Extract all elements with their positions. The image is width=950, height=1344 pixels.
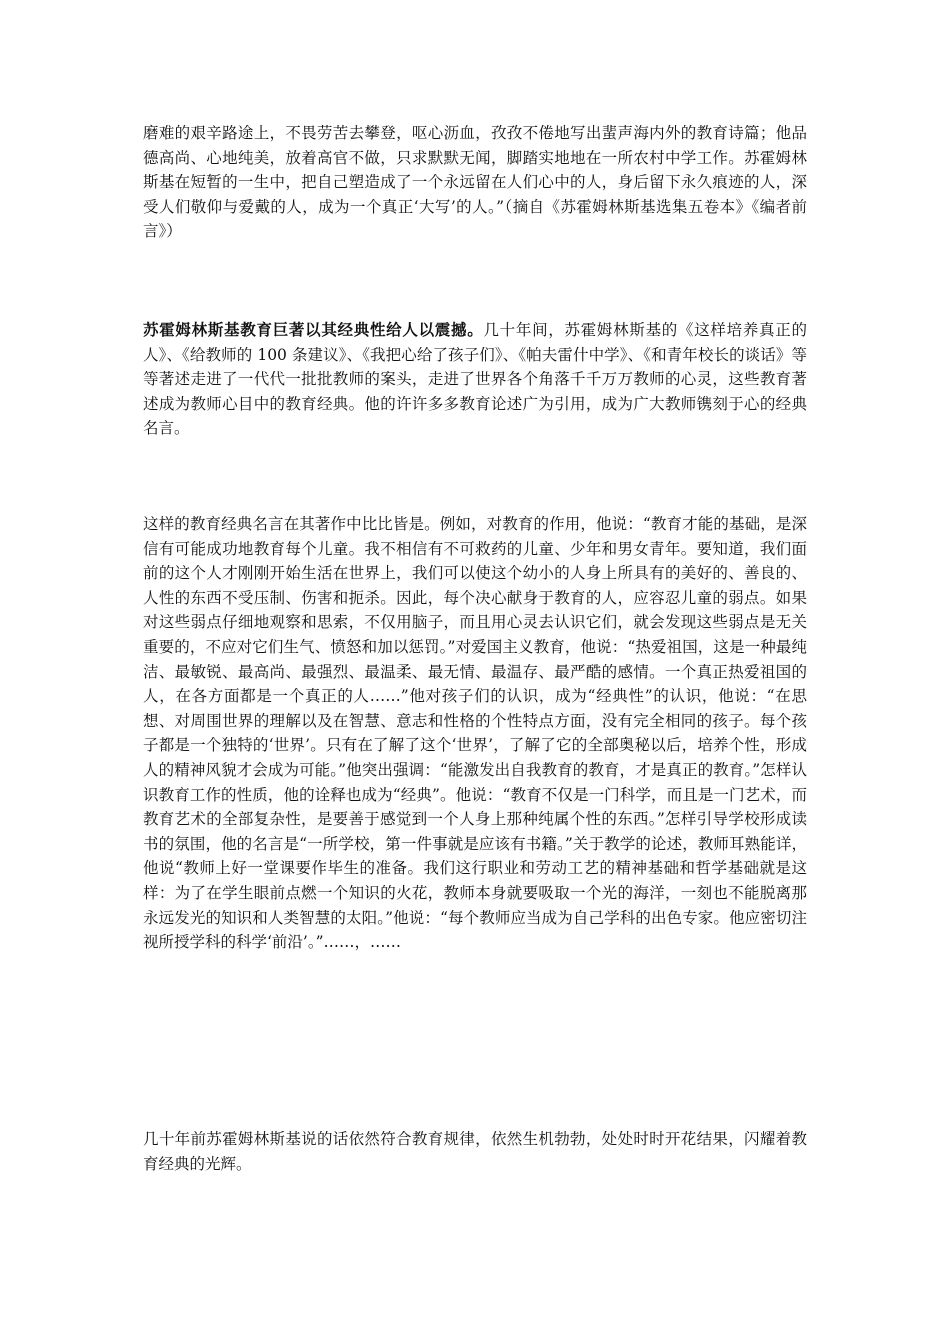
- paragraph-conclusion: 几十年前苏霍姆林斯基说的话依然符合教育规律，依然生机勃勃，处处时时开花结果，闪耀着教育经典的光辉。: [143, 1130, 807, 1173]
- paragraph-lead-sentence: 苏霍姆林斯基教育巨著以其经典性给人以震撼。: [143, 321, 484, 339]
- paragraph-body-text: 几十年间，苏霍姆林斯基的《这样培养真正的人》、《给教师的 100 条建议》、《我把心给了孩子们》、《帕夫雷什中学》、《和青年校长的谈话》等等著述走进了一代代一批批教师的案头，走进了世界各个角落千千万万教师的心灵，这些教育著述成为教师心目中的教育经典。他的许许多多教育论述广为引用，成为广大教师镌刻于心的经典名言。: [143, 321, 807, 438]
- paragraph-editors-preface-quote: 磨难的艰辛路途上，不畏劳苦去攀登，呕心沥血，孜孜不倦地写出蜚声海内外的教育诗篇；他品德高尚、心地纯美，放着高官不做，只求默默无闻，脚踏实地地在一所农村中学工作。苏霍姆林斯基在短暂的一生中，把自己塑造成了一个永远留在人们心中的人，身后留下永久痕迹的人，深受人们敬仰与爱戴的人，成为一个真正‘大写’的人。”（摘自《苏霍姆林斯基选集五卷本》《编者前言》）: [143, 124, 807, 241]
- paragraph-classic-works: [143, 318, 807, 441]
- paragraph-classic-quotes: 这样的教育经典名言在其著作中比比皆是。例如，对教育的作用，他说：“教育才能的基础，是深信有可能成功地教育每个儿童。我不相信有不可救药的儿童、少年和男女青年。要知道，我们面前的这个人才刚刚开始生活在世界上，我们可以使这个幼小的人身上所具有的美好的、善良的、人性的东西不受压制、伤害和扼杀。因此，每个决心献身于教育的人，应容忍儿童的弱点。如果对这些弱点仔细地观察和思索，不仅用脑子，而且用心灵去认识它们，就会发现这些弱点是无关重要的，不应对它们生气、愤怒和加以惩罚。”对爱国主义教育，他说：“热爱祖国，这是一种最纯洁、最敏锐、最高尚、最强烈、最温柔、最无情、最温存、最严酷的感情。一个真正热爱祖国的人，在各方面都是一个真正的人……”他对孩子们的认识，成为“经典性”的认识，他说：“在思想、对周围世界的理解以及在智慧、意志和性格的个性特点方面，没有完全相同的孩子。每个孩子都是一个独特的‘世界’。只有在了解了这个‘世界’，了解了它的全部奥秘以后，培养个性，形成人的精神风貌才会成为可能。”他突出强调：“能激发出自我教育的教育，才是真正的教育。”怎样认识教育工作的性质，他的诠释也成为“经典”。他说：“教育不仅是一门科学，而且是一门艺术，而教育艺术的全部复杂性，是要善于感觉到一个人身上那种纯属个性的东西。”怎样引导学校形成读书的氛围，他的名言是“一所学校，第一件事就是应该有书籍。”关于教学的论述，教师耳熟能详，他说“教师上好一堂课要作毕生的准备。我们这行职业和劳动工艺的精神基础和哲学基础就是这样：为了在学生眼前点燃一个知识的火花，教师本身就要吸取一个光的海洋，一刻也不能脱离那永远发光的知识和人类智慧的太阳。”他说：“每个教师应当成为自己学科的出色专家。他应密切注视所授学科的科学‘前沿’。”……，……: [143, 515, 807, 952]
